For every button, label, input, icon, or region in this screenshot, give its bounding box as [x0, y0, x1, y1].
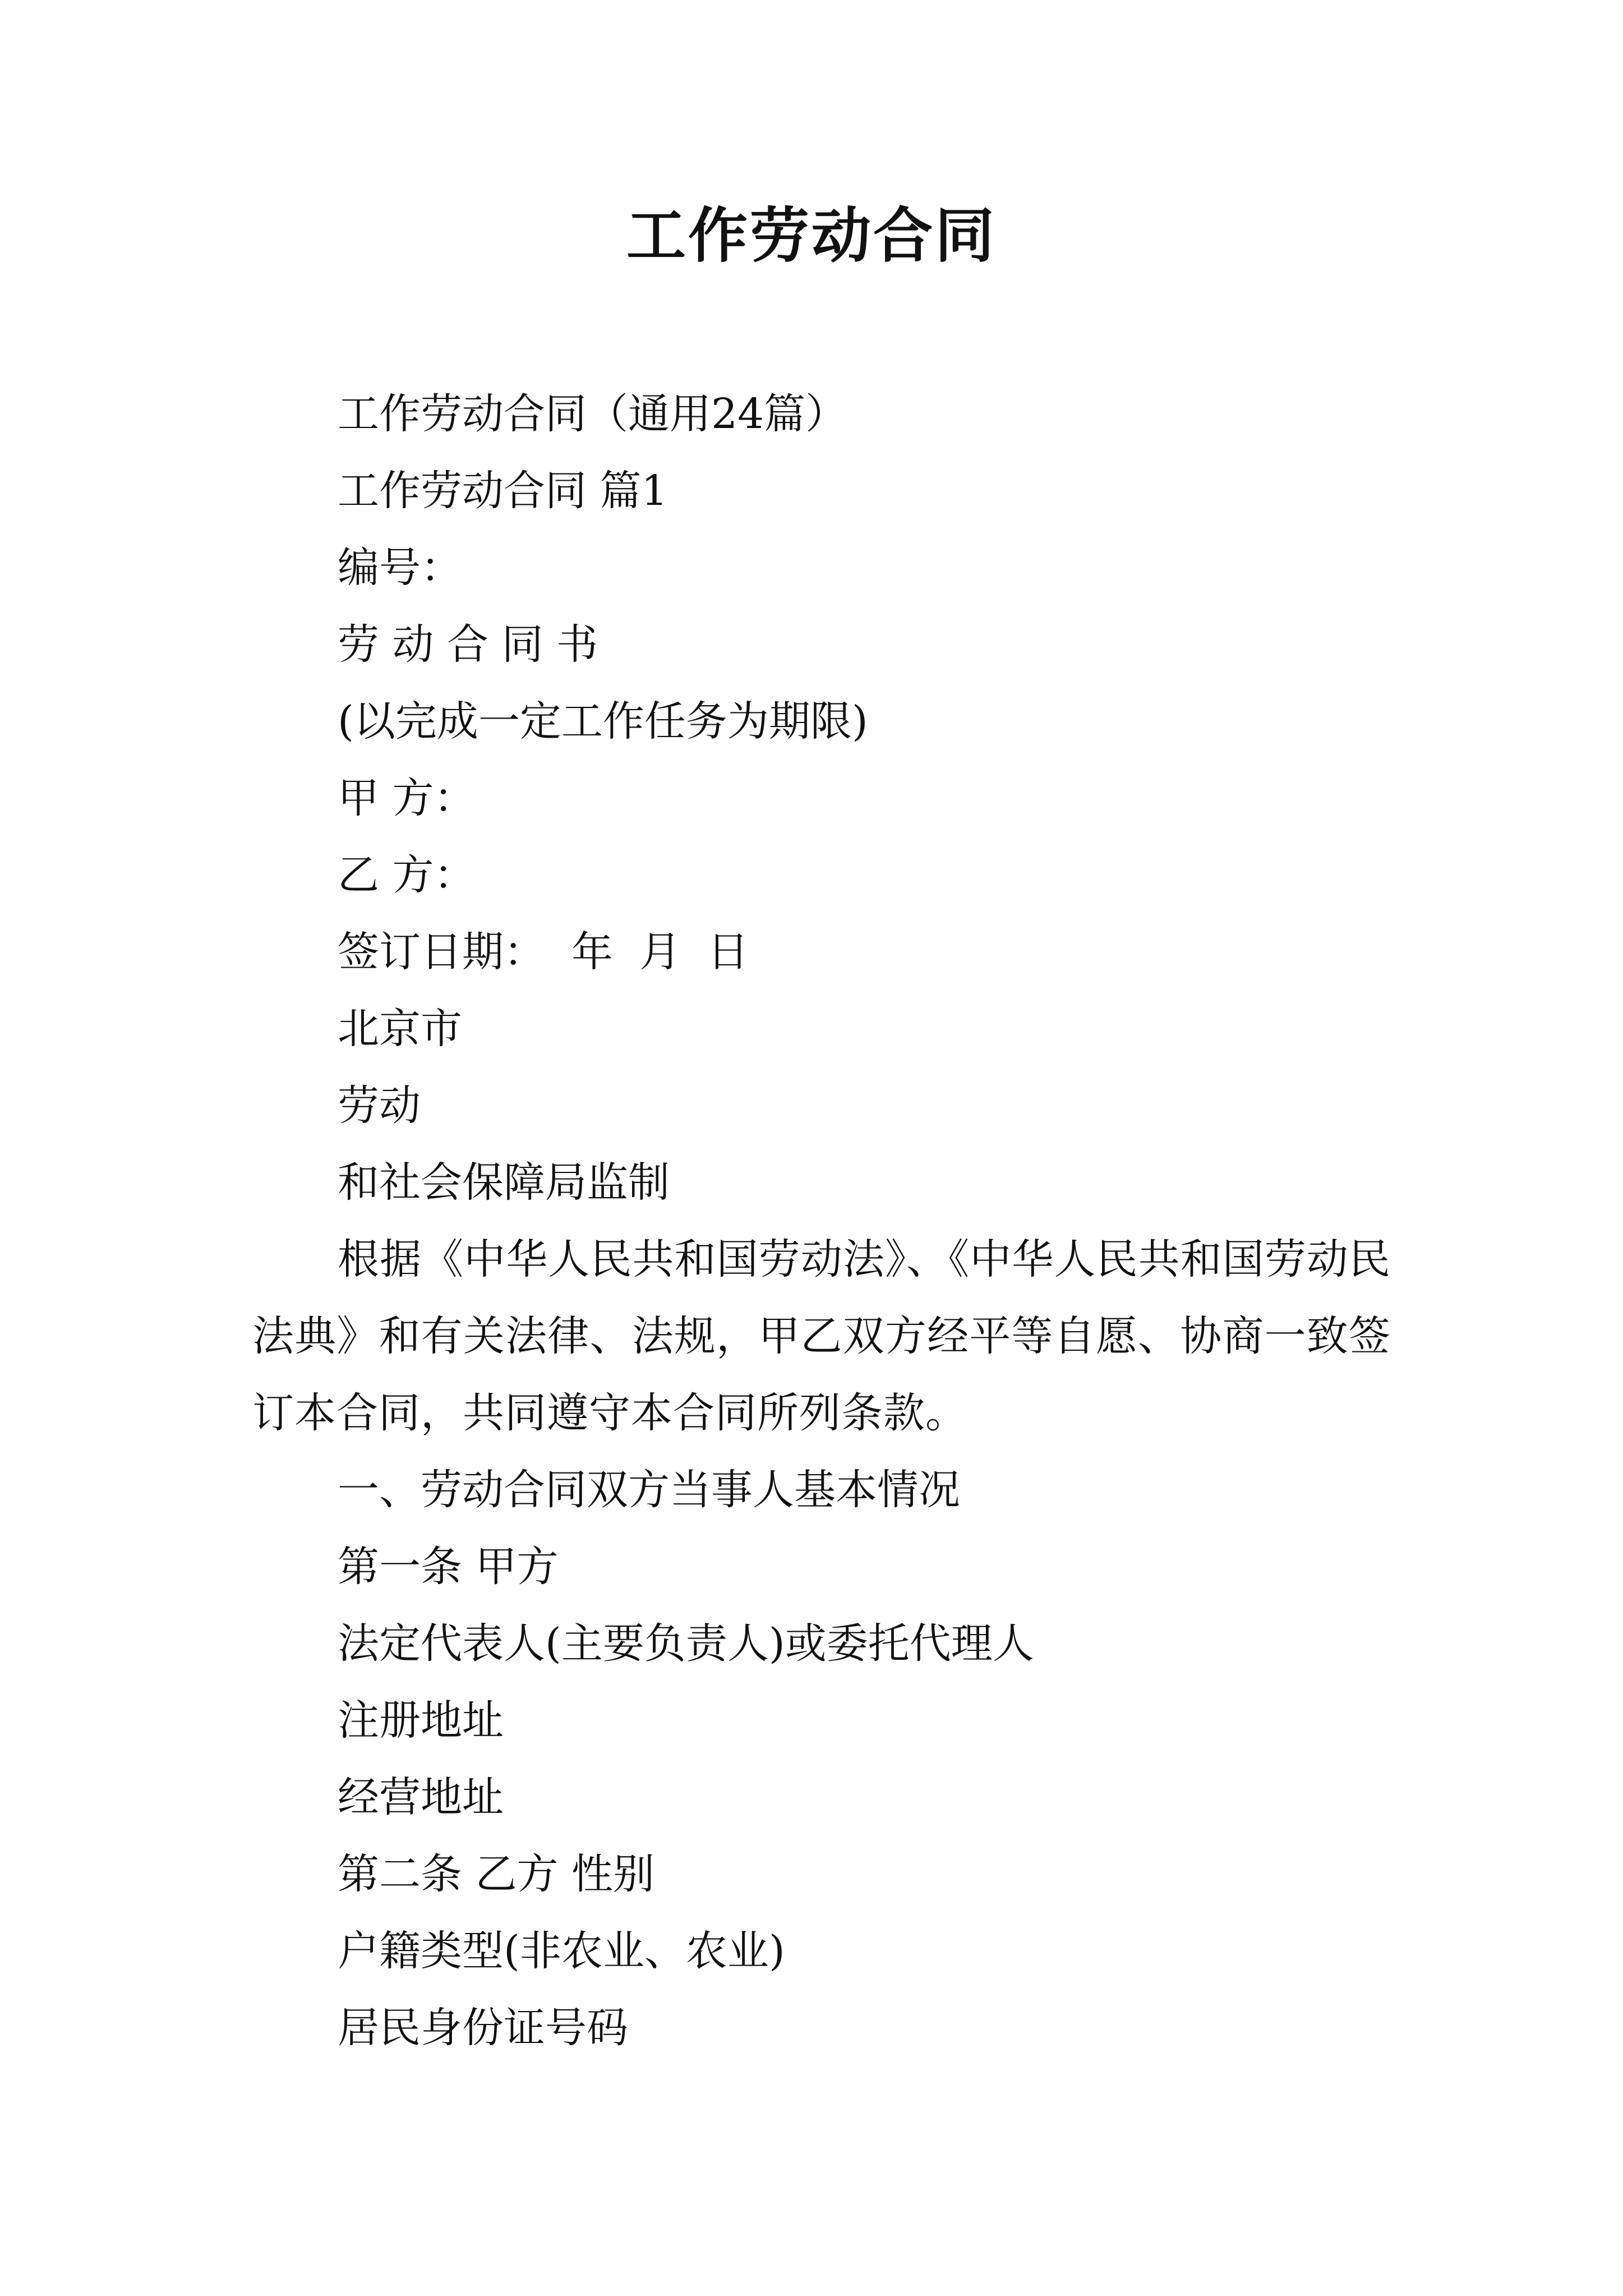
subtitle-line: 工作劳动合同（通用24篇） — [338, 390, 847, 438]
article-two: 第二条 乙方 性别 — [338, 1850, 655, 1898]
legal-basis-paragraph: 根据《中华人民共和国劳动法》、《中华人民共和国劳动民法典》和有关法律、法规，甲乙双方经平等自愿、协商一致签订本合同，共同遵守本合同所列条款。 — [252, 1235, 1391, 1437]
section-heading: 工作劳动合同 篇1 — [338, 467, 668, 515]
contract-book-title: 劳 动 合 同 书 — [338, 620, 598, 669]
legal-representative-field: 法定代表人(主要负责人)或委托代理人 — [338, 1619, 1034, 1668]
party-b-label: 乙 方： — [338, 851, 476, 899]
issuer-supervision: 和社会保障局监制 — [338, 1158, 670, 1207]
household-type-field: 户籍类型(非农业、农业) — [338, 1927, 785, 1975]
registered-address-field: 注册地址 — [338, 1696, 504, 1745]
contract-term-note: (以完成一定工作任务为期限) — [338, 697, 868, 746]
id-number-field: 居民身份证号码 — [338, 2004, 628, 2052]
issuer-city: 北京市 — [338, 1005, 462, 1053]
issuer-department: 劳动 — [338, 1082, 421, 1130]
document-title: 工作劳动合同 — [626, 200, 997, 270]
signing-date-label: 签订日期： 年 月 日 — [338, 928, 749, 976]
business-address-field: 经营地址 — [338, 1773, 504, 1821]
article-one: 第一条 甲方 — [338, 1543, 559, 1591]
document-body — [252, 376, 1391, 2067]
party-a-label: 甲 方： — [338, 774, 476, 822]
contract-number-label: 编号： — [338, 544, 462, 592]
chapter-heading: 一、劳动合同双方当事人基本情况 — [338, 1466, 960, 1514]
